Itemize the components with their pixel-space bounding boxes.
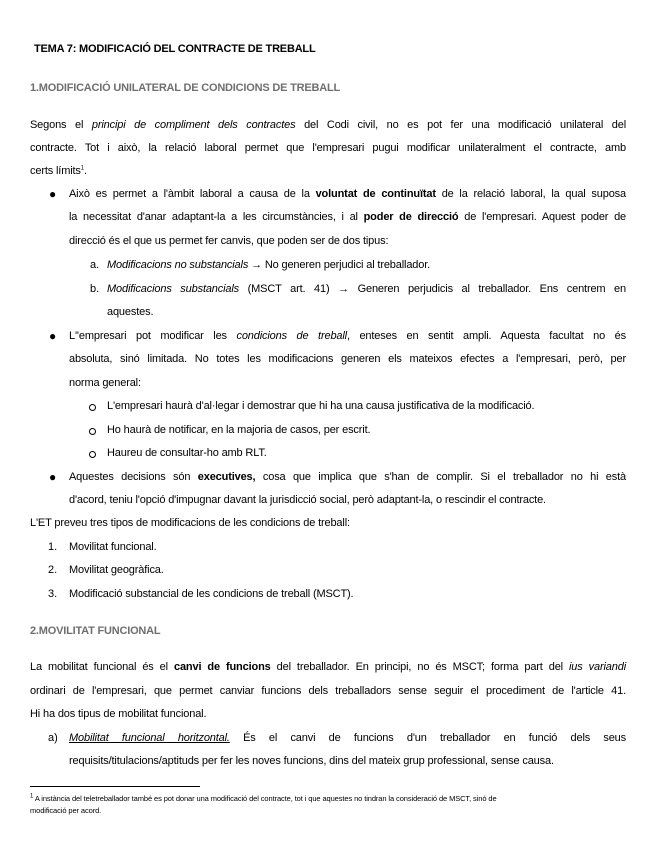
- intro-line-1: Segons el principi de compliment dels contractes del Codi civil, no es pot fer una modificació unilateral del: [30, 119, 626, 131]
- sub-item-b-line-2: aquestes.: [107, 306, 154, 318]
- circle-bullet-icon: [89, 404, 96, 411]
- section-2-line-2: ordinari de l'empresari, que permet canviar funcions dels treballadors sense seguir el procediment de l'article 41.: [30, 685, 626, 697]
- bullet-2-line-2: absoluta, sinó limitada. No totes les modificacions generen els mateixos efectes a l'empresari, però, per: [69, 353, 626, 365]
- list-marker-b: b.: [90, 283, 100, 295]
- document-title: TEMA 7: MODIFICACIÓ DEL CONTRACTE DE TREBALL: [34, 43, 316, 55]
- footnote-divider: [30, 786, 200, 787]
- bullet-2-sub-3: Haureu de consultar-ho amb RLT.: [107, 447, 267, 459]
- footnote-line-2: modificació per acord.: [30, 806, 102, 815]
- bullet-2-line-3: norma general:: [69, 377, 141, 389]
- bullet-dot: ●: [49, 470, 57, 484]
- types-intro: L'ET preveu tres tipos de modificacions de les condicions de treball:: [30, 517, 350, 529]
- bullet-1-line-2: la necessitat d'anar adaptant-la a les circumstàncies, i al poder de direcció de l'empresari. Aquest poder de: [69, 211, 627, 223]
- section-2-line-1: La mobilitat funcional és el canvi de funcions del treballador. En principi, no és MSCT; forma part del ius variandi: [30, 661, 626, 673]
- intro-line-3: certs límits$^1$.: [30, 165, 87, 177]
- bullet-3-line-2: d'acord, teniu l'opció d'impugnar davant la jurisdicció social, però adaptant-la, o rescindir el contracte.: [69, 494, 546, 506]
- bullet-1-line-3: direcció és el que us permet fer canvis, que poden ser de dos tipus:: [69, 235, 389, 247]
- bullet-2-line-1: L''empresari pot modificar les condicions de treball, enteses en sentit ampli. Aquesta facultat no és: [69, 330, 626, 342]
- type-marker: 1.: [48, 541, 58, 553]
- type-item: Modificació substancial de les condicions de treball (MSCT).: [69, 588, 354, 600]
- section-2-heading: 2.MOVILITAT FUNCIONAL: [30, 625, 161, 637]
- bullet-2-sub-2: Ho haurà de notificar, en la majoria de casos, per escrit.: [107, 424, 371, 436]
- bullet-2-sub-1: L'empresari haurà d'al·legar i demostrar que hi ha una causa justificativa de la modificació.: [107, 400, 535, 412]
- circle-bullet-icon: [89, 451, 96, 458]
- type-item: Movilitat geogràfica.: [69, 564, 164, 576]
- bullet-dot: ●: [49, 187, 57, 201]
- section-2-line-3: Hi ha dos tipus de mobilitat funcional.: [30, 708, 207, 720]
- section-2-item-a: Mobilitat funcional horitzontal. És el canvi de funcions d'un treballador en funció dels seus: [69, 732, 626, 744]
- type-item: Movilitat funcional.: [69, 541, 157, 553]
- type-marker: 3.: [48, 588, 58, 600]
- bullet-dot: ●: [49, 329, 57, 343]
- sub-item-b: Modificacions substancials (MSCT art. 41) → Generen perjudicis al treballador. Ens centrem en: [107, 283, 626, 295]
- section-2-item-a-line-2: requisits/titulacions/aptituds per fer les noves funcions, dins del mateix grup professional, sense causa.: [69, 755, 554, 767]
- section-1-heading: 1.MODIFICACIÓ UNILATERAL DE CONDICIONS DE TREBALL: [30, 82, 341, 94]
- bullet-1-line-1: Això es permet a l'àmbit laboral a causa de la voluntat de continuïtat de la relació laboral, la qual suposa: [69, 188, 626, 200]
- circle-bullet-icon: [89, 428, 96, 435]
- footnote-ref: 1: [80, 165, 84, 172]
- type-marker: 2.: [48, 564, 58, 576]
- intro-line-2: contracte. Tot i això, la relació laboral permet que l'empresari pugui modificar unilateralment el contracte, amb: [30, 142, 626, 154]
- footnote-line-1: $^1$ A instància del teletreballador també es pot donar una modificació del contracte, tot i que aquestes no tindran la consideració de MSCT, sinó de: [30, 793, 497, 803]
- list-marker-a: a): [48, 732, 58, 744]
- bullet-3-line-1: Aquestes decisions són executives, cosa que implica que s'han de complir. Si el treballador no hi està: [69, 471, 626, 483]
- sub-item-a: Modificacions no substancials → No generen perjudici al treballador.: [107, 259, 431, 271]
- list-marker-a: a.: [90, 259, 100, 271]
